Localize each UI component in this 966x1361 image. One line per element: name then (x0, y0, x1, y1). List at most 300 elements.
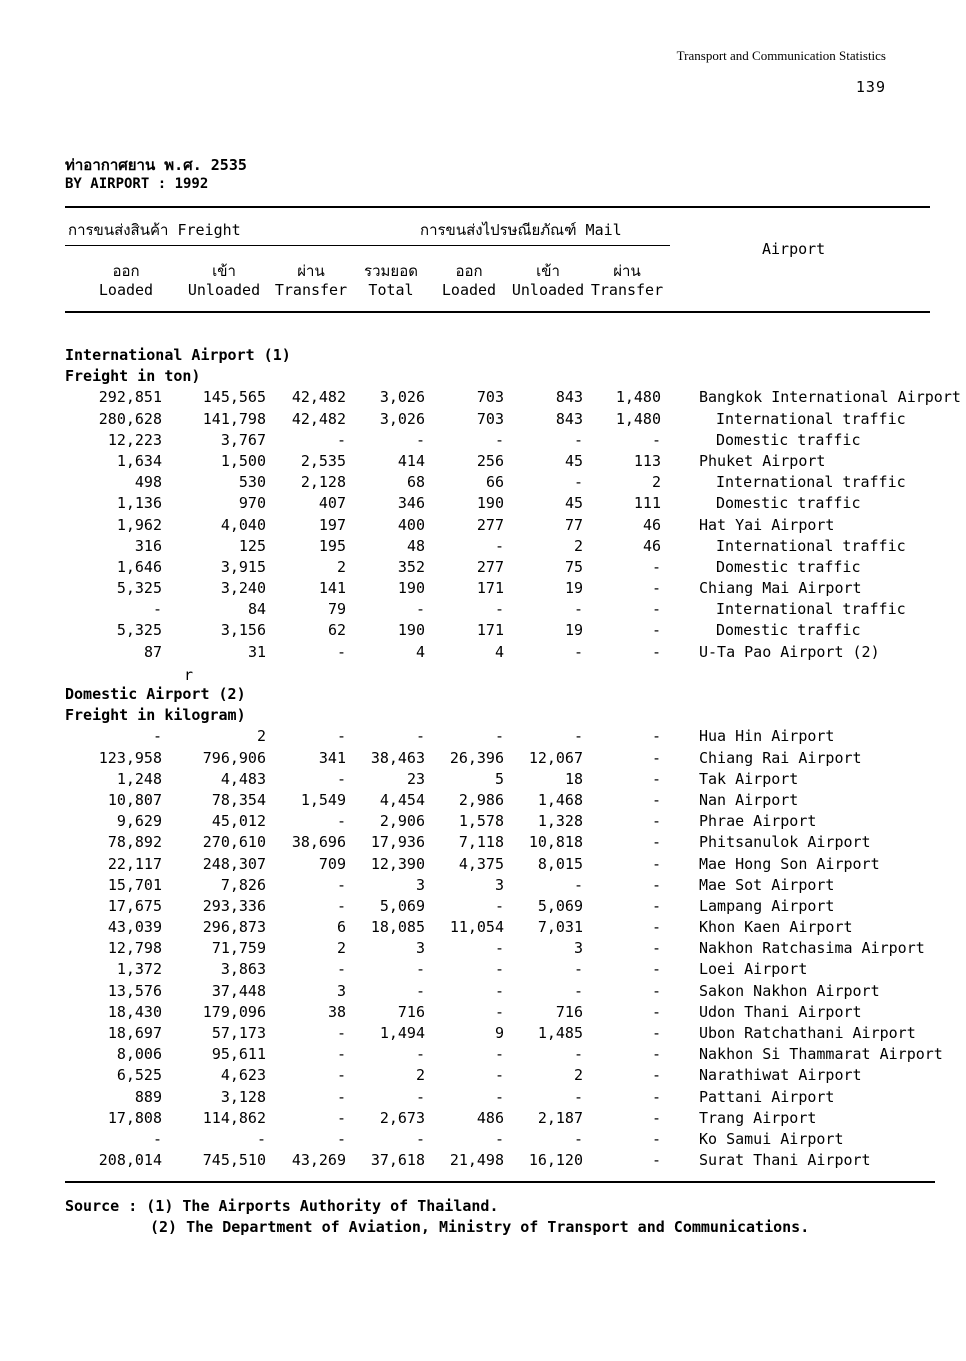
table-cell: 9 (494, 1024, 504, 1042)
table-cell: 114,862 (202, 1108, 266, 1127)
table-cell: 179,096 (202, 1002, 266, 1021)
table-cell: - (336, 1087, 346, 1106)
table-cell: 5,069 (537, 896, 583, 915)
table-cell: 7,826 (220, 875, 266, 894)
airport-name: Phrae Airport (699, 812, 817, 831)
table-cell: 1,480 (615, 388, 661, 407)
table-cell: 2,535 (300, 451, 346, 470)
table-cell: - (573, 473, 583, 492)
table-row (0, 557, 966, 578)
table-cell: 4 (415, 642, 425, 661)
table-cell: 280,628 (98, 409, 162, 428)
table-cell: 43,269 (291, 1151, 346, 1170)
table-cell: 843 (555, 409, 583, 428)
table-cell: 190 (397, 579, 425, 598)
table-row (0, 430, 966, 451)
table-cell: - (494, 960, 504, 979)
airport-name: Udon Thani Airport (699, 1002, 862, 1021)
table-cell: 5,069 (379, 896, 425, 915)
table-cell: - (336, 875, 346, 894)
table-cell: 2 (573, 1066, 583, 1085)
table-cell: 486 (476, 1108, 504, 1127)
table-cell: 256 (476, 451, 504, 470)
table-cell: - (651, 727, 661, 746)
airport-name: Nakhon Si Thammarat Airport (699, 1045, 943, 1064)
table-cell: - (651, 1024, 661, 1042)
table-cell: 95,611 (211, 1045, 266, 1064)
table-cell: 10,818 (528, 833, 583, 852)
table-cell: 843 (555, 388, 583, 407)
table-cell: - (651, 1151, 661, 1170)
table-cell: 45,012 (211, 812, 266, 831)
airport-name: Domestic traffic (716, 621, 861, 640)
table-cell: - (651, 918, 661, 937)
table-cell: - (415, 1087, 425, 1106)
table-cell: - (573, 960, 583, 979)
table-cell: 37,618 (370, 1151, 425, 1170)
table-cell: 7,031 (537, 918, 583, 937)
table-cell: 38,463 (370, 748, 425, 767)
table-cell: 31 (247, 642, 266, 661)
column-header-thai: ออก (455, 262, 483, 280)
table-cell: 296,873 (202, 918, 266, 937)
airport-name: International traffic (716, 536, 906, 555)
freight-group-header: การขนส่งสินค้า Freight (68, 221, 241, 239)
airport-name: Phitsanulok Airport (699, 833, 871, 852)
column-header-thai: ผ่าน (297, 262, 325, 280)
table-row (0, 832, 966, 853)
table-cell: 37,448 (211, 981, 266, 1000)
table-cell: - (336, 642, 346, 661)
table-cell: 293,336 (202, 896, 266, 915)
table-row (0, 620, 966, 641)
table-cell: 1,646 (116, 557, 162, 576)
table-cell: 171 (476, 579, 504, 598)
table-cell: 7,118 (458, 833, 504, 852)
table-cell: - (651, 1129, 661, 1148)
table-cell: - (494, 896, 504, 915)
table-cell: 3,863 (220, 960, 266, 979)
table-cell: 716 (397, 1002, 425, 1021)
table-cell: 26,396 (449, 748, 504, 767)
table-cell: 13,576 (107, 981, 162, 1000)
table-cell: 1,578 (458, 812, 504, 831)
table-cell: - (494, 727, 504, 746)
table-cell: 22,117 (107, 854, 162, 873)
airport-name: Domestic traffic (716, 430, 861, 449)
table-cell: 16,120 (528, 1151, 583, 1170)
table-cell: - (651, 1087, 661, 1106)
table-cell: - (651, 621, 661, 640)
table-row (0, 769, 966, 790)
table-cell: - (573, 727, 583, 746)
table-row (0, 917, 966, 938)
table-cell: - (336, 430, 346, 449)
table-cell: 6,525 (116, 1066, 162, 1085)
table-cell: - (651, 939, 661, 958)
airport-name: Surat Thani Airport (699, 1151, 871, 1170)
table-cell: 79 (327, 600, 346, 619)
table-cell: 18,085 (370, 918, 425, 937)
airport-name: Hua Hin Airport (699, 727, 835, 746)
table-cell: - (573, 875, 583, 894)
table-row (0, 1023, 966, 1044)
airport-name: Ubon Ratchathani Airport (699, 1024, 916, 1042)
table-cell: - (651, 579, 661, 598)
table-cell: - (336, 960, 346, 979)
table-cell: - (651, 812, 661, 831)
table-cell: - (336, 1045, 346, 1064)
table-cell: 78,354 (211, 790, 266, 809)
table-row (0, 748, 966, 769)
airport-name: Tak Airport (699, 769, 799, 788)
table-row (0, 896, 966, 917)
airport-name: U-Ta Pao Airport (2) (699, 642, 880, 661)
table-cell: 42,482 (291, 409, 346, 428)
table-cell: 716 (555, 1002, 583, 1021)
column-header-english: Total (368, 281, 414, 299)
section-title-row (0, 684, 966, 705)
table-cell: - (336, 769, 346, 788)
table-cell: 4,623 (220, 1066, 266, 1085)
table-cell: 4,040 (220, 515, 266, 534)
table-cell: 414 (397, 451, 425, 470)
table-cell: 4,454 (379, 790, 425, 809)
table-cell: 18,430 (107, 1002, 162, 1021)
table-cell: 1,634 (116, 451, 162, 470)
table-cell: 530 (238, 473, 266, 492)
table-row (0, 642, 966, 663)
table-cell: 400 (397, 515, 425, 534)
table-cell: - (336, 1108, 346, 1127)
table-cell: 42,482 (291, 388, 346, 407)
table-cell: 703 (476, 409, 504, 428)
table-cell: 352 (397, 557, 425, 576)
page-number: 139 (855, 78, 886, 96)
airport-name: Trang Airport (699, 1108, 817, 1127)
table-row (0, 515, 966, 536)
table-cell: 12,067 (528, 748, 583, 767)
table-cell: 5,325 (116, 579, 162, 598)
table-cell: 23 (406, 769, 425, 788)
airport-name: Pattani Airport (699, 1087, 835, 1106)
table-cell: 190 (476, 494, 504, 513)
column-header-english: Unloaded (511, 281, 585, 299)
table-cell: - (651, 642, 661, 661)
table-cell: - (651, 748, 661, 767)
table-row (0, 875, 966, 896)
table-cell: 709 (318, 854, 346, 873)
airport-name: International traffic (716, 409, 906, 428)
table-cell: - (336, 1066, 346, 1085)
table-cell: - (651, 600, 661, 619)
airport-name: Chiang Mai Airport (699, 579, 862, 598)
table-cell: 316 (134, 536, 162, 555)
data-table (0, 345, 966, 1171)
table-cell: 2,673 (379, 1108, 425, 1127)
table-cell: 341 (318, 748, 346, 767)
column-header-english: Loaded (441, 281, 497, 299)
table-row (0, 387, 966, 408)
table-cell: 18,697 (107, 1024, 162, 1042)
airport-name: Hat Yai Airport (699, 515, 835, 534)
table-cell: 197 (318, 515, 346, 534)
table-cell: 8,006 (116, 1045, 162, 1064)
table-cell: 57,173 (211, 1024, 266, 1042)
airport-name: Lampang Airport (699, 896, 835, 915)
table-row (0, 1108, 966, 1129)
table-cell: 87 (143, 642, 162, 661)
table-cell: - (152, 600, 162, 619)
source-note-1: Source : (1) The Airports Authority of Thailand. (65, 1197, 499, 1215)
table-cell: - (494, 600, 504, 619)
table-cell: 3,026 (379, 409, 425, 428)
table-cell: 46 (642, 515, 661, 534)
table-row (0, 938, 966, 959)
table-row (0, 981, 966, 1002)
table-cell: 2,986 (458, 790, 504, 809)
table-cell: 4,483 (220, 769, 266, 788)
table-cell: 407 (318, 494, 346, 513)
table-cell: - (494, 939, 504, 958)
table-row (0, 811, 966, 832)
table-cell: 3,026 (379, 388, 425, 407)
table-cell: - (415, 600, 425, 619)
table-cell: 208,014 (98, 1151, 162, 1170)
table-cell: 78,892 (107, 833, 162, 852)
table-cell: - (651, 875, 661, 894)
table-cell: 125 (238, 536, 266, 555)
table-cell: - (651, 1045, 661, 1064)
table-cell: 62 (327, 621, 346, 640)
airport-name: Phuket Airport (699, 451, 826, 470)
table-cell: - (494, 981, 504, 1000)
table-cell: 2 (336, 557, 346, 576)
table-row (0, 493, 966, 514)
table-cell: 1,494 (379, 1024, 425, 1042)
source-note-2: (2) The Department of Aviation, Ministry of Transport and Communications. (150, 1218, 810, 1236)
table-cell: 68 (406, 473, 425, 492)
table-cell: 45 (564, 494, 583, 513)
table-cell: - (651, 960, 661, 979)
table-row (0, 959, 966, 980)
table-row (0, 1065, 966, 1086)
table-cell: - (494, 1002, 504, 1021)
column-header-thai: เข้า (212, 262, 236, 280)
table-cell: - (494, 1087, 504, 1106)
table-cell: 195 (318, 536, 346, 555)
table-cell: - (573, 642, 583, 661)
column-header-english: Unloaded (187, 281, 261, 299)
table-cell: 248,307 (202, 854, 266, 873)
stray-mark: r (184, 666, 194, 684)
column-header-english: Transfer (274, 281, 348, 299)
running-head: Transport and Communication Statistics (676, 48, 886, 63)
table-cell: 1,962 (116, 515, 162, 534)
table-cell: 2 (415, 1066, 425, 1085)
table-cell: - (651, 769, 661, 788)
table-cell: 17,808 (107, 1108, 162, 1127)
table-cell: 4,375 (458, 854, 504, 873)
header-bottom-rule (65, 311, 930, 313)
table-cell: - (573, 600, 583, 619)
airport-name: Khon Kaen Airport (699, 918, 853, 937)
table-cell: - (651, 1002, 661, 1021)
table-cell: - (336, 727, 346, 746)
table-cell: 2,187 (537, 1108, 583, 1127)
table-title-thai: ท่าอากาศยาน พ.ศ. 2535 (65, 156, 247, 174)
table-row (0, 599, 966, 620)
table-cell: 171 (476, 621, 504, 640)
table-row (0, 1087, 966, 1108)
table-cell: 1,328 (537, 812, 583, 831)
table-cell: - (152, 1129, 162, 1148)
table-cell: - (494, 1045, 504, 1064)
table-cell: - (651, 1066, 661, 1085)
section-unit: Freight in kilogram) (65, 706, 246, 725)
airport-name: Domestic traffic (716, 557, 861, 576)
table-cell: - (415, 430, 425, 449)
column-header-thai: ออก (112, 262, 140, 280)
table-cell: 84 (247, 600, 266, 619)
airport-name: Ko Samui Airport (699, 1129, 844, 1148)
table-cell: 1,500 (220, 451, 266, 470)
table-cell: 77 (564, 515, 583, 534)
airport-name: Chiang Rai Airport (699, 748, 862, 767)
table-cell: 141,798 (202, 409, 266, 428)
table-cell: 123,958 (98, 748, 162, 767)
airport-name: Mae Hong Son Airport (699, 854, 880, 873)
table-cell: 703 (476, 388, 504, 407)
section-unit-row (0, 705, 966, 726)
section-unit-row (0, 366, 966, 387)
table-row (0, 1002, 966, 1023)
table-cell: - (152, 727, 162, 746)
airport-column-header: Airport (762, 240, 826, 258)
table-cell: 12,390 (370, 854, 425, 873)
table-cell: 11,054 (449, 918, 504, 937)
section-title: International Airport (1) (65, 346, 291, 364)
table-cell: 1,549 (300, 790, 346, 809)
table-cell: 277 (476, 557, 504, 576)
table-cell: 10,807 (107, 790, 162, 809)
airport-name: Nakhon Ratchasima Airport (699, 939, 925, 958)
airport-name: Sakon Nakhon Airport (699, 981, 880, 1000)
table-row (0, 726, 966, 747)
table-cell: - (573, 1087, 583, 1106)
column-header-thai: รวมยอด (364, 262, 418, 280)
table-cell: 270,610 (202, 833, 266, 852)
table-cell: - (651, 896, 661, 915)
table-cell: 8,015 (537, 854, 583, 873)
table-cell: 71,759 (211, 939, 266, 958)
table-cell: - (494, 536, 504, 555)
table-cell: 3,767 (220, 430, 266, 449)
table-cell: 2 (573, 536, 583, 555)
airport-name: Mae Sot Airport (699, 875, 835, 894)
table-cell: 4 (494, 642, 504, 661)
table-cell: 3 (494, 875, 504, 894)
table-cell: - (415, 981, 425, 1000)
table-cell: 46 (642, 536, 661, 555)
airport-name: Narathiwat Airport (699, 1066, 862, 1085)
table-cell: 15,701 (107, 875, 162, 894)
column-header-thai: ผ่าน (613, 262, 641, 280)
column-header-english: Transfer (590, 281, 664, 299)
table-cell: 12,223 (107, 430, 162, 449)
table-cell: 45 (564, 451, 583, 470)
table-cell: 3 (415, 875, 425, 894)
table-cell: 3,240 (220, 579, 266, 598)
table-cell: 3,915 (220, 557, 266, 576)
table-cell: 745,510 (202, 1151, 266, 1170)
table-cell: 498 (134, 473, 162, 492)
table-cell: 48 (406, 536, 425, 555)
table-cell: - (651, 557, 661, 576)
table-cell: - (415, 727, 425, 746)
airport-name: Nan Airport (699, 790, 799, 809)
table-cell: 17,675 (107, 896, 162, 915)
table-row (0, 472, 966, 493)
table-cell: 5,325 (116, 621, 162, 640)
table-cell: - (651, 790, 661, 809)
table-cell: - (415, 960, 425, 979)
table-cell: 43,039 (107, 918, 162, 937)
table-cell: - (651, 981, 661, 1000)
table-cell: 796,906 (202, 748, 266, 767)
table-cell: 1,485 (537, 1024, 583, 1042)
airport-name: Domestic traffic (716, 494, 861, 513)
airport-name: Bangkok International Airport (699, 388, 961, 407)
table-cell: 970 (238, 494, 266, 513)
table-cell: 18 (564, 769, 583, 788)
top-rule (65, 206, 930, 208)
table-cell: - (494, 1129, 504, 1148)
table-cell: - (415, 1129, 425, 1148)
table-cell: 9,629 (116, 812, 162, 831)
table-cell: 3,128 (220, 1087, 266, 1106)
table-cell: 3 (573, 939, 583, 958)
table-cell: - (415, 1045, 425, 1064)
table-cell: 75 (564, 557, 583, 576)
table-row (0, 536, 966, 557)
table-cell: - (651, 833, 661, 852)
table-cell: 12,798 (107, 939, 162, 958)
table-cell: 3,156 (220, 621, 266, 640)
airport-name: Loei Airport (699, 960, 808, 979)
table-cell: - (336, 896, 346, 915)
section-gap (0, 663, 966, 684)
table-cell: 21,498 (449, 1151, 504, 1170)
table-cell: 38 (327, 1002, 346, 1021)
table-cell: - (256, 1129, 266, 1148)
table-cell: 277 (476, 515, 504, 534)
freight-mail-subrule (65, 245, 670, 246)
table-cell: 2 (651, 473, 661, 492)
table-bottom-rule (65, 1181, 935, 1183)
table-cell: 3 (336, 981, 346, 1000)
table-cell: 2,128 (300, 473, 346, 492)
table-cell: 1,468 (537, 790, 583, 809)
table-cell: 113 (633, 451, 661, 470)
table-cell: 292,851 (98, 388, 162, 407)
table-cell: - (336, 1024, 346, 1042)
table-cell: 346 (397, 494, 425, 513)
table-cell: 17,936 (370, 833, 425, 852)
airport-name: International traffic (716, 473, 906, 492)
section-title-row (0, 345, 966, 366)
table-cell: 889 (134, 1087, 162, 1106)
